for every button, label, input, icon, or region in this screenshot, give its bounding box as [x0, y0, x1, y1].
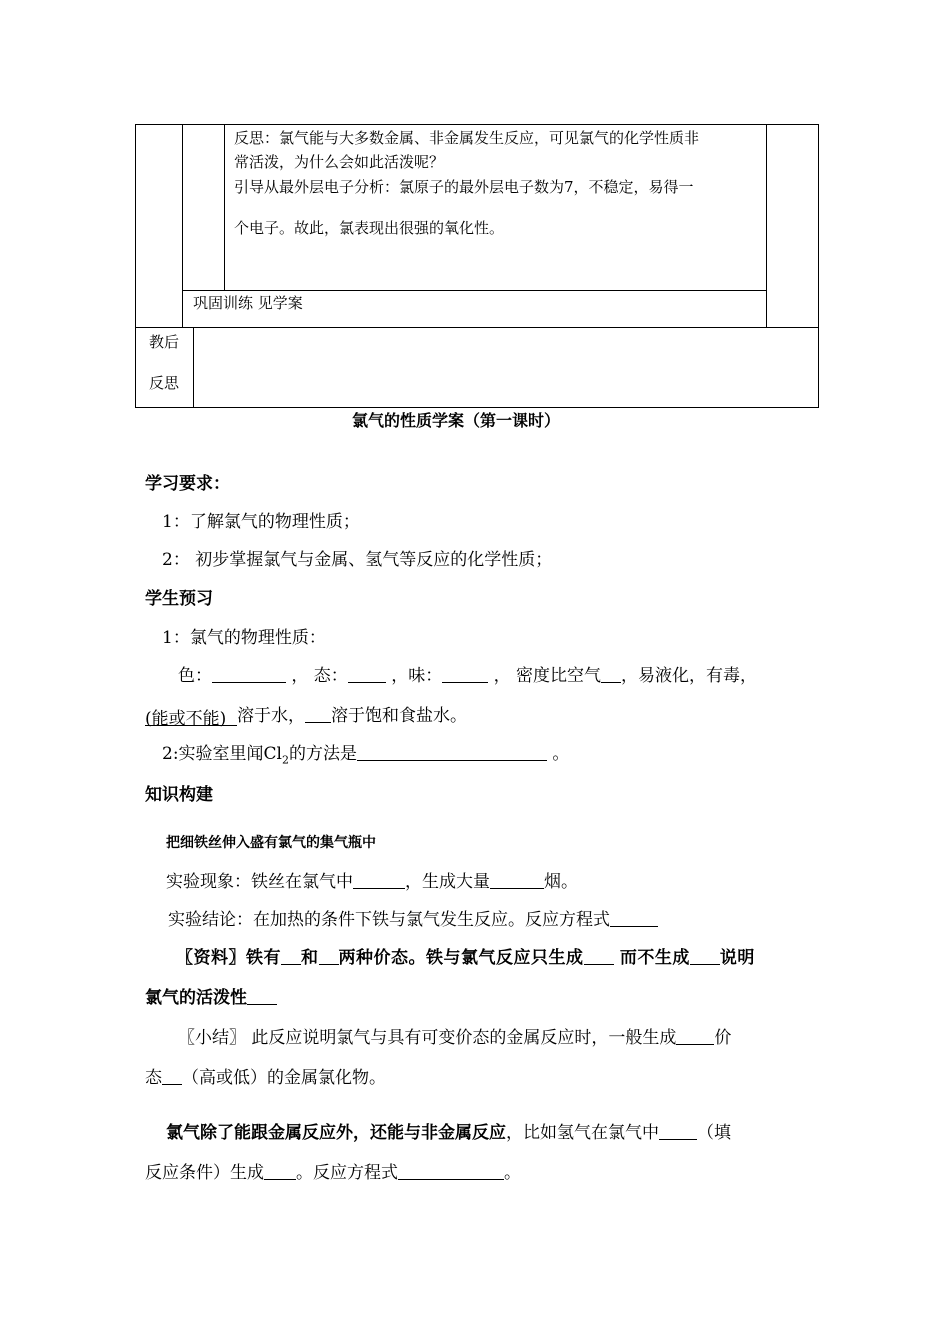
preview-heading: 学生预习: [145, 589, 213, 609]
liquefy-label: ，易液化，有毒，: [621, 666, 758, 686]
summary-line-1: [178, 1026, 731, 1050]
phenomenon-line: [166, 870, 578, 894]
condition-blank[interactable]: [659, 1125, 697, 1140]
not-product-blank[interactable]: [690, 950, 720, 965]
phenomenon-b: ，生成大量: [405, 872, 490, 892]
equation-blank-2[interactable]: [398, 1165, 504, 1180]
nonmetal-line-2: [145, 1161, 521, 1185]
valence-level-blank[interactable]: [676, 1030, 714, 1045]
phenomenon-blank-2[interactable]: [490, 874, 544, 889]
experiment-title: 把细铁丝伸入盛有氯气的集气瓶中: [166, 835, 376, 851]
phenomenon-blank-1[interactable]: [353, 874, 405, 889]
table-border-right: [818, 124, 819, 408]
dissolve-brine: 溶于饱和食盐水。: [331, 706, 467, 726]
state-blank[interactable]: [348, 668, 386, 683]
summary-line-2: [145, 1066, 386, 1090]
smell-method-end: 。: [552, 744, 570, 764]
cl2-subscript: 2: [282, 753, 289, 767]
inner-col-cell: [224, 124, 225, 291]
smell-method-suffix: 的方法是: [289, 744, 357, 764]
high-low-blank[interactable]: [162, 1070, 182, 1085]
conclusion-line: [168, 908, 658, 932]
info-line-2: [145, 986, 277, 1010]
after-class-label-2: 反思: [149, 374, 180, 392]
reflect-line-1: 反思：氯气能与大多数金属、非金属发生反应，可见氯气的化学性质非: [234, 129, 700, 147]
can-label: (能或不能): [145, 709, 227, 729]
smell-method-blank[interactable]: [357, 746, 547, 761]
color-label: 色：: [178, 666, 212, 686]
valence-blank-1[interactable]: [281, 950, 301, 965]
req-item-1: 1：了解氯气的物理性质；: [162, 512, 360, 532]
table-row-divider: [135, 327, 819, 328]
physical-props-line: [178, 664, 757, 688]
practice-text: 巩固训练 见学案: [193, 294, 303, 312]
brine-blank[interactable]: [305, 708, 331, 723]
req-item-2: 2： 初步掌握氯气与金属、氢气等反应的化学性质；: [162, 550, 553, 570]
info-b: 和: [301, 948, 319, 968]
nonmetal-b: （填: [697, 1123, 731, 1143]
dissolve-water: 溶于水，: [237, 706, 305, 726]
page-title: 氯气的性质学案（第一课时）: [352, 411, 561, 430]
activity-blank[interactable]: [247, 990, 277, 1005]
nonmetal-bold: 氯气除了能跟金属反应外，还能与非金属反应: [166, 1123, 506, 1143]
inner-col-right: [766, 124, 767, 328]
smell-method-line: [162, 742, 569, 772]
conclusion-text: 实验结论：在加热的条件下铁与氯气发生反应。反应方程式: [168, 910, 610, 930]
info-e: 说明: [719, 948, 755, 968]
nonmetal-c: 反应条件）生成: [145, 1163, 264, 1183]
summary-b: 价: [714, 1028, 732, 1048]
inner-col-left: [182, 124, 183, 328]
nonmetal-d: 。反应方程式: [296, 1163, 398, 1183]
table-border-left: [135, 124, 136, 408]
solubility-line: [145, 704, 467, 728]
product-blank[interactable]: [584, 950, 614, 965]
smell-method-prefix: 2:实验室里闻Cl: [162, 744, 282, 764]
density-label: ， 密度比空气: [493, 666, 602, 686]
phenomenon-a: 实验现象：铁丝在氯气中: [166, 872, 353, 892]
knowledge-heading: 知识构建: [145, 785, 213, 805]
table-border-top: [135, 124, 819, 125]
table-border-bottom: [135, 407, 819, 408]
can-blank[interactable]: [145, 707, 237, 729]
product-hcl-blank[interactable]: [264, 1165, 296, 1180]
phenomenon-c: 烟。: [544, 872, 578, 892]
density-blank[interactable]: [601, 668, 621, 683]
nonmetal-line-1: [166, 1121, 731, 1145]
summary-c: 态: [145, 1068, 162, 1088]
info-line-1: [176, 946, 755, 970]
reflect-line-2: 常活泼，为什么会如此活泼呢？: [234, 153, 445, 171]
valence-blank-2[interactable]: [319, 950, 339, 965]
req-heading: 学习要求：: [145, 474, 230, 494]
state-label: ， 态：: [291, 666, 348, 686]
summary-d: （高或低）的金属氯化物。: [182, 1068, 386, 1088]
inner-row-divider: [182, 290, 767, 291]
preview-item-1: 1：氯气的物理性质：: [162, 628, 326, 648]
summary-a: 〖小结〗 此反应说明氯气与具有可变价态的金属反应时，一般生成: [178, 1028, 677, 1048]
info-f: 氯气的活泼性: [145, 988, 247, 1008]
info-a: 〖资料〗铁有: [176, 948, 281, 968]
info-d: 而不生成: [619, 948, 690, 968]
smell-label: ，味：: [391, 666, 443, 686]
info-c: 两种价态。铁与氯气反应只生成: [338, 948, 584, 968]
equation-blank-1[interactable]: [610, 912, 658, 927]
color-blank[interactable]: [212, 668, 286, 683]
after-class-label-1: 教后: [149, 333, 180, 351]
guide-line-2: 个电子。故此，氯表现出很强的氧化性。: [234, 219, 505, 237]
after-class-divider: [193, 327, 194, 408]
nonmetal-a: ，比如氢气在氯气中: [506, 1123, 659, 1143]
guide-line-1: 引导从最外层电子分析：氯原子的最外层电子数为7，不稳定，易得一: [234, 178, 694, 196]
smell-blank[interactable]: [442, 668, 488, 683]
nonmetal-e: 。: [504, 1163, 521, 1183]
